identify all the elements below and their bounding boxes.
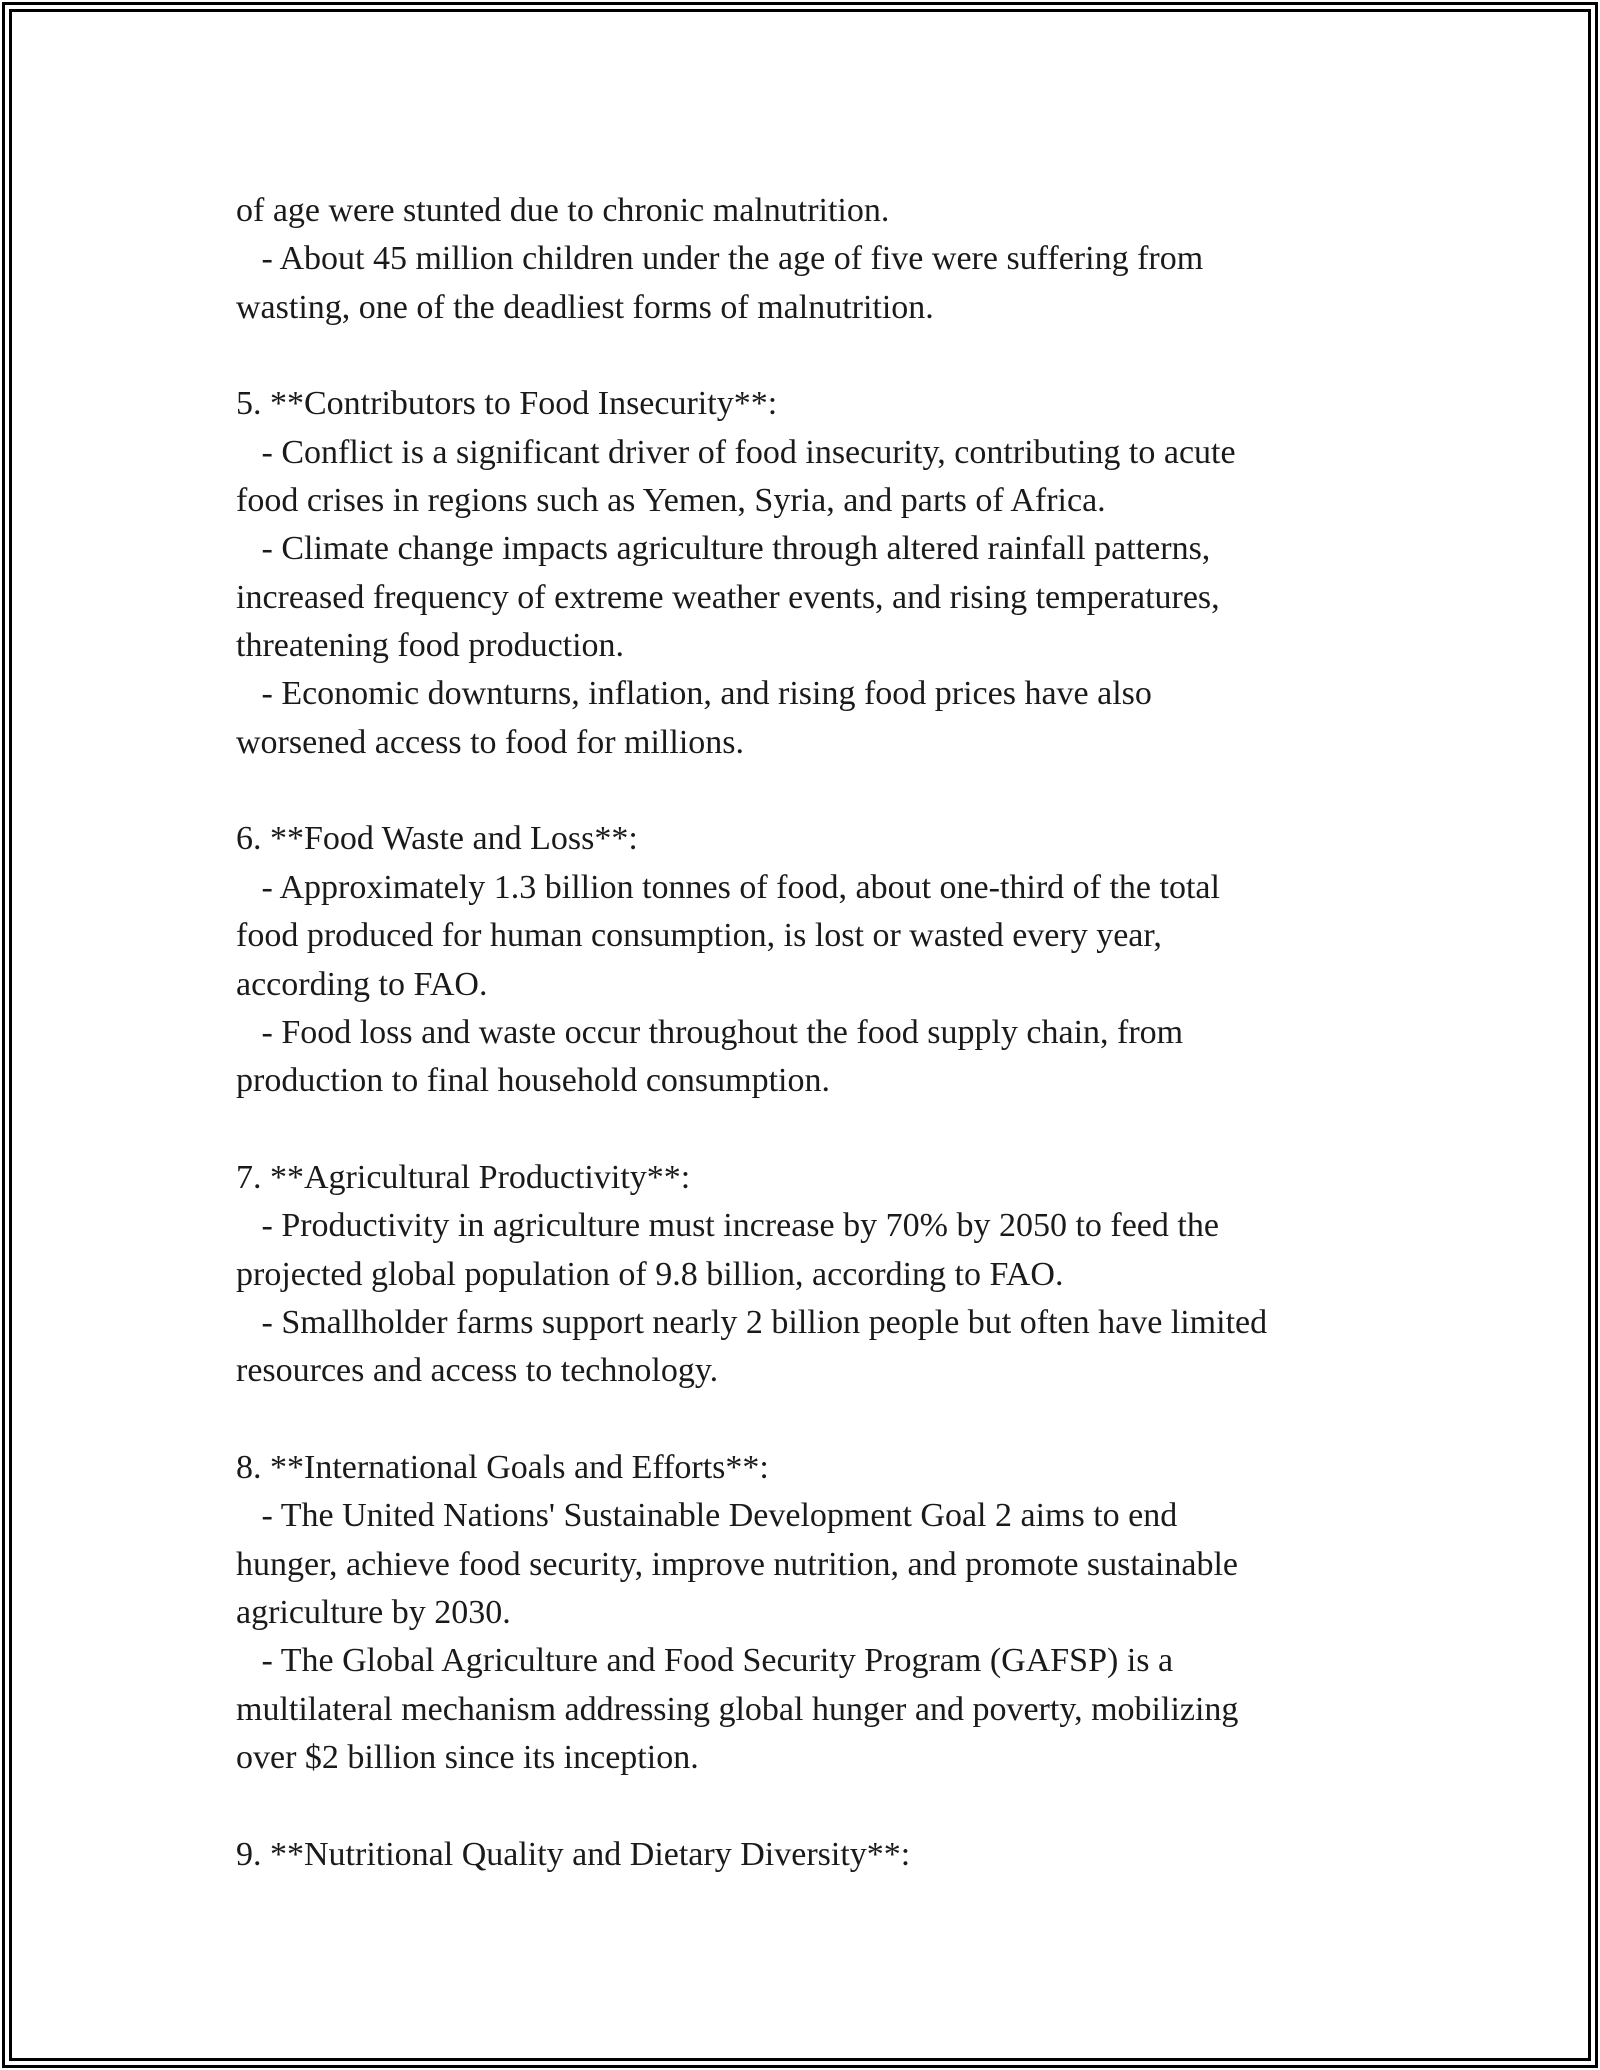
text-line: increased frequency of extreme weather events, and rising temperatures,	[236, 578, 1220, 616]
blank-line	[236, 1106, 1436, 1154]
text-line: - Economic downturns, inflation, and rising food prices have also	[236, 675, 1152, 713]
text-line: food produced for human consumption, is lost or wasted every year,	[236, 917, 1162, 955]
section-heading: 9. **Nutritional Quality and Dietary Diversity**:	[236, 1835, 911, 1873]
text-line: - Productivity in agriculture must increase by 70% by 2050 to feed the	[236, 1207, 1219, 1245]
blank-line	[236, 767, 1436, 815]
blank-line	[236, 1396, 1436, 1444]
text-line: threatening food production.	[236, 627, 625, 665]
section-heading: 6. **Food Waste and Loss**:	[236, 820, 638, 858]
text-line: worsened access to food for millions.	[236, 723, 744, 761]
text-line: resources and access to technology.	[236, 1352, 719, 1390]
text-line: food crises in regions such as Yemen, Syria, and parts of Africa.	[236, 482, 1106, 520]
text-line: - About 45 million children under the age of five were suffering from	[236, 240, 1204, 278]
text-line: - The Global Agriculture and Food Security Program (GAFSP) is a	[236, 1642, 1174, 1680]
text-line: - Conflict is a significant driver of food insecurity, contributing to acute	[236, 433, 1236, 471]
text-line: agriculture by 2030.	[236, 1593, 511, 1631]
section-heading: 8. **International Goals and Efforts**:	[236, 1448, 769, 1486]
text-line: production to final household consumption.	[236, 1062, 830, 1100]
document-body	[236, 187, 1436, 1879]
section-heading: 5. **Contributors to Food Insecurity**:	[236, 385, 778, 423]
text-line: - Approximately 1.3 billion tonnes of food, about one-third of the total	[236, 868, 1220, 906]
text-line: hunger, achieve food security, improve nutrition, and promote sustainable	[236, 1545, 1238, 1583]
text-line: of age were stunted due to chronic malnutrition.	[236, 192, 890, 229]
text-line: according to FAO.	[236, 965, 488, 1003]
text-line: multilateral mechanism addressing global hunger and poverty, mobilizing	[236, 1690, 1239, 1728]
text-line: wasting, one of the deadliest forms of malnutrition.	[236, 288, 934, 326]
blank-line	[236, 332, 1436, 380]
text-line: - The United Nations' Sustainable Development Goal 2 aims to end	[236, 1497, 1178, 1535]
text-line: projected global population of 9.8 billion, according to FAO.	[236, 1255, 1064, 1293]
text-line: - Food loss and waste occur throughout the food supply chain, from	[236, 1013, 1184, 1051]
section-heading: 7. **Agricultural Productivity**:	[236, 1158, 691, 1196]
blank-line	[236, 1782, 1436, 1830]
text-line: over $2 billion since its inception.	[236, 1739, 699, 1776]
text-line: - Smallholder farms support nearly 2 billion people but often have limited	[236, 1303, 1268, 1341]
text-line: - Climate change impacts agriculture through altered rainfall patterns,	[236, 530, 1211, 568]
